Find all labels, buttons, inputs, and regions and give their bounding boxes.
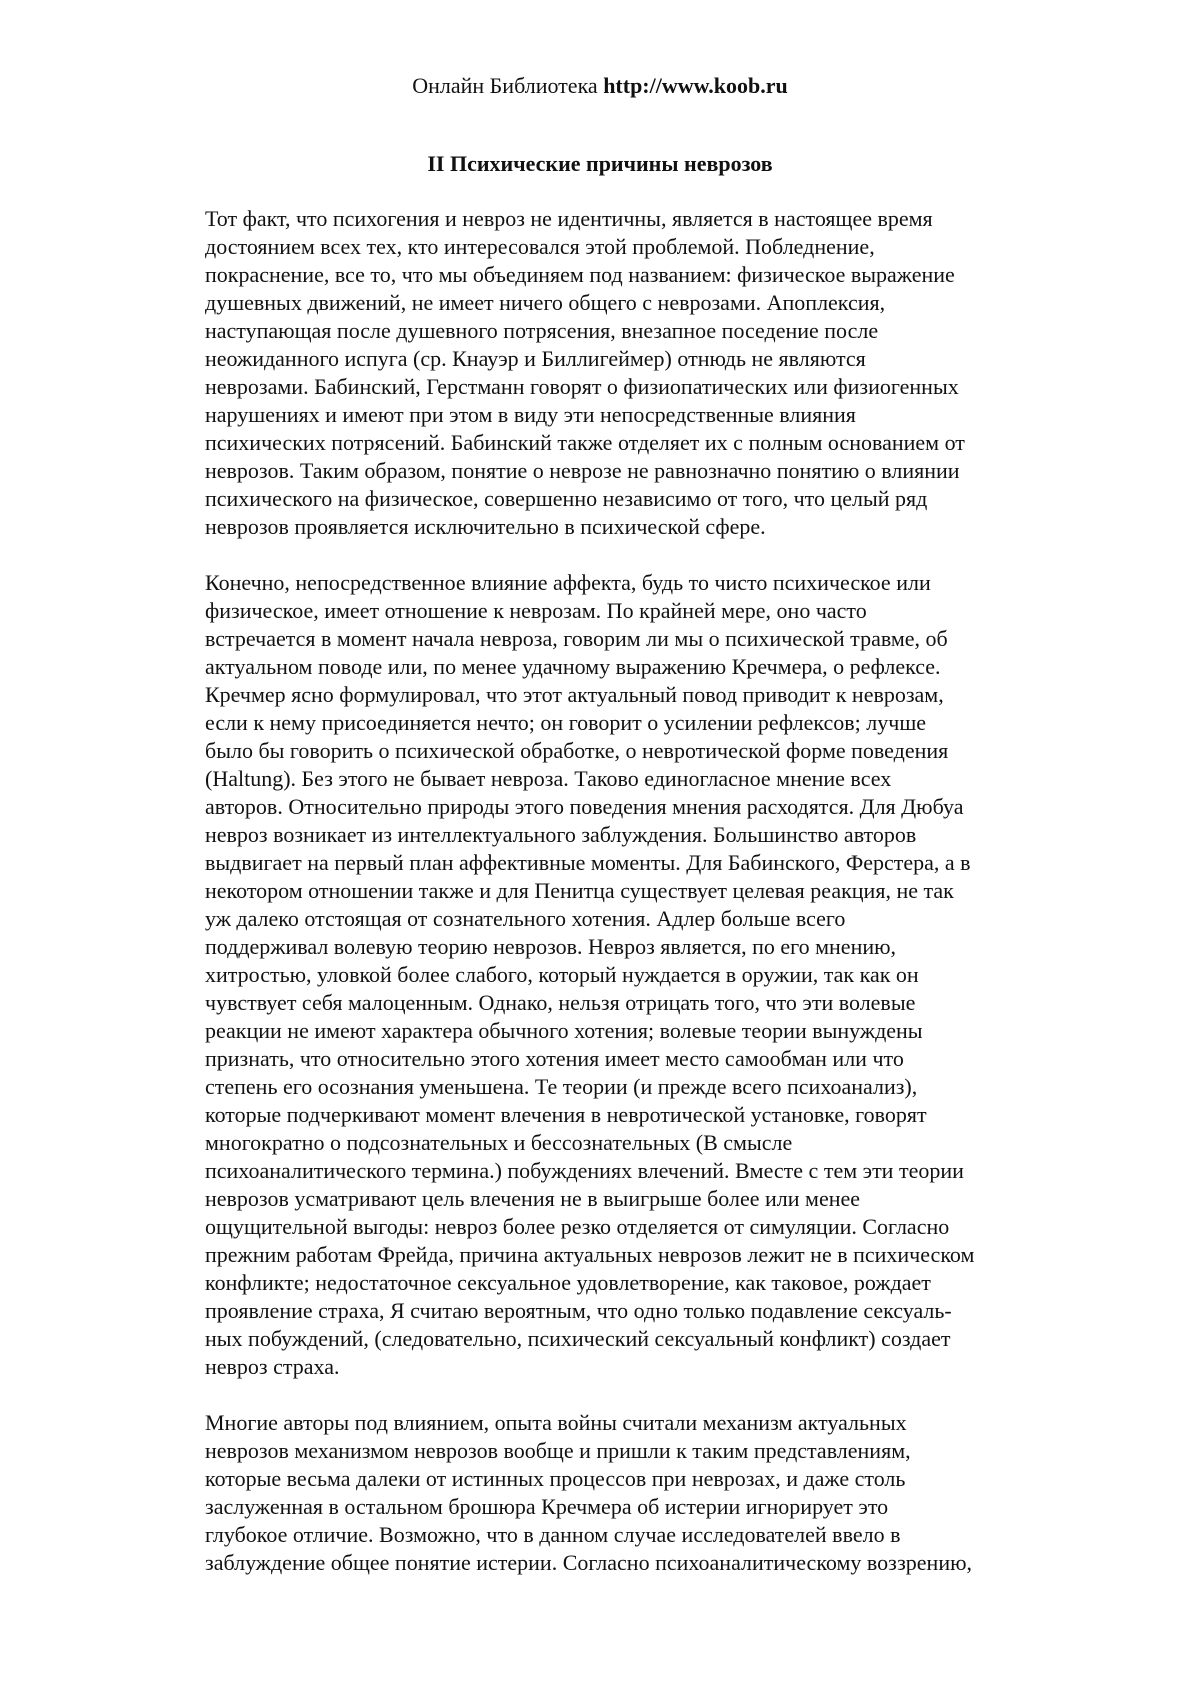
text-line: выдвигает на первый план аффективные моменты. Для Бабинского, Ферстера, а в (205, 850, 971, 875)
text-line: если к нему присоединяется нечто; он говорит о усилении рефлексов; лучше (205, 710, 927, 735)
document-body (205, 205, 1085, 1605)
text-line: неврозами. Бабинский, Герстманн говорят о физиопатических или физиогенных (205, 374, 959, 399)
text-line: некотором отношении также и для Пенитца существует целевая реакция, не так (205, 878, 954, 903)
text-line: встречается в момент начала невроза, говорим ли мы о психической травме, об (205, 626, 948, 651)
text-line: психического на физическое, совершенно независимо от того, что целый ряд (205, 486, 928, 511)
text-line: неврозов механизмом неврозов вообще и пришли к таким представлениям, (205, 1438, 911, 1463)
text-line: поддерживал волевую теорию неврозов. Невроз является, по его мнению, (205, 934, 897, 959)
text-line: Многие авторы под влиянием, опыта войны считали механизм актуальных (205, 1410, 907, 1435)
text-line: заблуждение общее понятие истерии. Согласно психоаналитическому воззрению, (205, 1550, 973, 1575)
text-line: было бы говорить о психической обработке, о невротической форме поведения (205, 738, 949, 763)
paragraph (205, 205, 1085, 541)
text-line: которые весьма далеки от истинных процессов при неврозах, и даже столь (205, 1466, 906, 1491)
text-line: актуальном поводе или, по менее удачному выражению Кречмера, о рефлексе. (205, 654, 941, 679)
text-line: психоаналитического термина.) побуждениях влечений. Вместе с тем эти теории (205, 1158, 964, 1183)
text-line: наступающая после душевного потрясения, внезапное поседение после (205, 318, 879, 343)
paragraph (205, 569, 1085, 1381)
text-line: хитростью, уловкой более слабого, который нуждается в оружии, так как он (205, 962, 919, 987)
text-line: неврозов. Таким образом, понятие о неврозе не равнозначно понятию о влиянии (205, 458, 960, 483)
text-line: Кречмер ясно формулировал, что этот актуальный повод приводит к неврозам, (205, 682, 944, 707)
text-line: степень его осознания уменьшена. Те теории (и прежде всего психоанализ), (205, 1074, 918, 1099)
text-line: ных побуждений, (следовательно, психический сексуальный конфликт) создает (205, 1326, 951, 1351)
text-line: неожиданного испуга (ср. Кнауэр и Биллигеймер) отнюдь не являются (205, 346, 866, 371)
text-line: уж далеко отстоящая от сознательного хотения. Адлер больше всего (205, 906, 846, 931)
text-line: конфликте; недостаточное сексуальное удовлетворение, как таковое, рождает (205, 1270, 931, 1295)
text-line: нарушениях и имеют при этом в виду эти непосредственные влияния (205, 402, 856, 427)
page-header (0, 72, 1200, 100)
text-line: (Haltung). Без этого не бывает невроза. Таково единогласное мнение всех (205, 766, 892, 791)
text-line: прежним работам Фрейда, причина актуальных неврозов лежит не в психическом (205, 1242, 975, 1267)
text-line: психических потрясений. Бабинский также отделяет их с полным основанием от (205, 430, 965, 455)
text-line: невроз страха. (205, 1354, 340, 1379)
text-line: заслуженная в остальном брошюра Кречмера об истерии игнорирует это (205, 1494, 889, 1519)
text-line: Тот факт, что психогения и невроз не идентичны, является в настоящее время (205, 206, 933, 231)
text-line: чувствует себя малоценным. Однако, нельзя отрицать того, что эти волевые (205, 990, 916, 1015)
text-line: авторов. Относительно природы этого поведения мнения расходятся. Для Дюбуа (205, 794, 964, 819)
text-line: достоянием всех тех, кто интересовался этой проблемой. Побледнение, (205, 234, 875, 259)
library-url[interactable]: http://www.koob.ru (603, 73, 788, 98)
text-line: признать, что относительно этого хотения имеет место самообман или что (205, 1046, 904, 1071)
text-line: реакции не имеют характера обычного хотения; волевые теории вынуждены (205, 1018, 923, 1043)
text-line: Конечно, непосредственное влияние аффекта, будь то чисто психическое или (205, 570, 931, 595)
text-line: неврозов проявляется исключительно в психической сфере. (205, 514, 766, 539)
text-line: невроз возникает из интеллектуального заблуждения. Большинство авторов (205, 822, 917, 847)
text-line: ощущительной выгоды: невроз более резко отделяется от симуляции. Согласно (205, 1214, 950, 1239)
chapter-title: II Психические причины неврозов (427, 151, 773, 176)
text-line: душевных движений, не имеет ничего общего с неврозами. Апоплексия, (205, 290, 886, 315)
text-line: глубокое отличие. Возможно, что в данном случае исследователей ввело в (205, 1522, 901, 1547)
text-line: проявление страха, Я считаю вероятным, что одно только подавление сексуаль- (205, 1298, 952, 1323)
text-line: которые подчеркивают момент влечения в невротической установке, говорят (205, 1102, 927, 1127)
text-line: многократно о подсознательных и бессознательных (В смысле (205, 1130, 793, 1155)
paragraph (205, 1409, 1085, 1577)
text-line: физическое, имеет отношение к неврозам. По крайней мере, оно часто (205, 598, 867, 623)
text-line: покраснение, все то, что мы объединяем под названием: физическое выражение (205, 262, 955, 287)
library-label: Онлайн Библиотека (412, 73, 598, 98)
text-line: неврозов усматривают цель влечения не в выигрыше более или менее (205, 1186, 861, 1211)
